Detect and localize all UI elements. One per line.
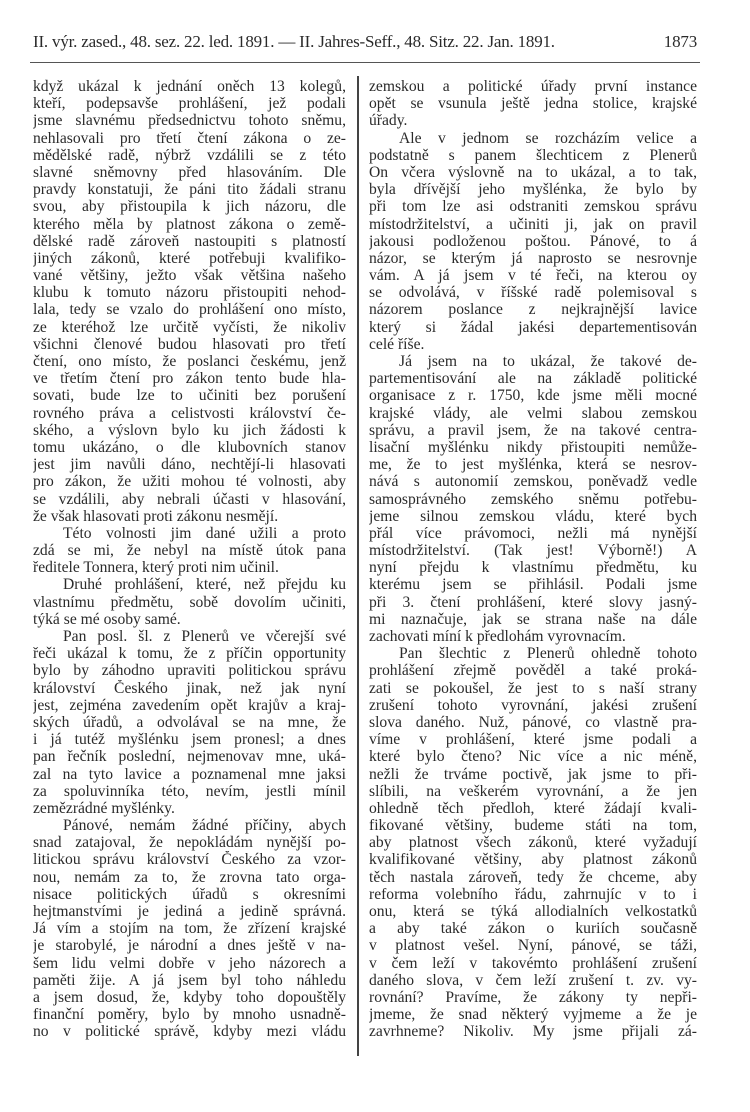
text-line: krajské vlády, ale velmi slabou zemskou — [369, 404, 697, 422]
text-line: nává s autonomií zemskou, poněvadž vedle — [369, 473, 697, 491]
text-line: jest, zejména zavedením opět krajův a kraj- — [33, 696, 346, 714]
running-header — [33, 32, 697, 52]
text-line: vám. A já jsem v té řeči, na kterou oy — [369, 267, 697, 285]
text-line: ského, a výslovn bylo ku jich žádosti k — [33, 421, 346, 439]
text-line: dělské radě zároveň nastoupiti s platností — [33, 232, 346, 250]
text-line: zemězrádné myšlénky. — [33, 799, 175, 817]
text-line: sovati, bude lze to učiniti bez porušení — [33, 387, 346, 405]
text-line: jmeme, že snad některý vyjmeme a že je — [369, 1006, 697, 1024]
text-line: víme v prohlášení, které jsme podali a — [369, 731, 697, 749]
text-line: zemskou a politické úřady první instance — [369, 78, 697, 95]
text-line: všichni členové budou hlasovati pro třetí — [33, 335, 346, 353]
text-line: On včera výslovně na to ukázal, a to tak, — [369, 163, 697, 181]
text-line: litickou správu království Českého za vzor- — [33, 851, 346, 869]
text-line: svou, aby přistoupila k jich názoru, dle — [33, 198, 346, 216]
text-line: a aby také zákon o kuriích současně — [369, 920, 697, 938]
text-column-left — [33, 78, 346, 1041]
text-line: pan řečník poslední, nejmenovav mne, uká- — [33, 748, 346, 766]
text-line: pro zákon, že užiti mohou té volnosti, aby — [33, 473, 346, 491]
text-line: řeči ukázal k tomu, že z příčin opportunity — [33, 645, 346, 663]
text-line: při tom lze asi odstraniti zemskou správu — [369, 198, 697, 216]
text-line: nisace politických úřadů s okresními — [33, 885, 346, 903]
text-line: že však hlasovati proti zákonu nesmějí. — [33, 507, 279, 525]
text-line: podstatně s panem šlechticem z Plenerů — [369, 146, 697, 164]
text-line: království Českého jinak, než jak nyní — [33, 679, 346, 697]
text-line: aby platnost všech zákonů, které vyžadují — [369, 834, 697, 852]
text-line: kterého měla by platnost zákona o země- — [33, 215, 346, 233]
text-line: čtení, ono místo, že poslanci českému, jenž — [33, 353, 346, 370]
text-line: hejtmanstvími je jediná a jedině správná. — [33, 903, 346, 920]
text-line: Já jsem na to ukázal, že takové de- — [399, 353, 697, 370]
text-line: vané většiny, ježto však většina našeho — [33, 267, 346, 285]
text-line: Pánové, nemám žádné příčiny, abych — [63, 817, 346, 835]
text-line: i já tutéž myšlénku jsem pronesl; a dnes — [33, 731, 346, 749]
text-line: když ukázal k jednání oněch 13 kolegů, — [33, 78, 346, 95]
text-line: slavné sněmovny před hlasováním. Dle — [33, 163, 346, 181]
text-line: jsme slavnému předsednictvu tohoto sněmu, — [33, 112, 346, 130]
text-line: místodržitelství, a učiniti ji, jak on pravil — [369, 215, 697, 233]
text-line: úřady. — [369, 112, 408, 130]
text-line: zavrhneme? Nikoliv. My jsme přijali zá- — [369, 1023, 697, 1041]
text-line: je starobylé, je národní a dnes ještě v na- — [33, 937, 346, 955]
text-line: kteří, podepsavše prohlášení, jež podali — [33, 95, 346, 113]
text-line: ve třetím čtení pro zákon tento bude hla- — [33, 370, 346, 388]
text-line: lisační myšlénku nikdy přistoupiti nemůže- — [369, 438, 697, 456]
text-line: jest jim navůli dáno, nechtějí-li hlasovati — [33, 456, 346, 474]
text-line: pravdy konstatuji, že páni tito žádali stranu — [33, 181, 346, 199]
text-line: Pan šlechtic z Plenerů ohledně tohoto — [399, 645, 697, 663]
text-line: zrušení tohoto vyrovnání, jakési zrušení — [369, 696, 697, 714]
text-line: se vzdálili, aby nebrali účasti v hlasování, — [33, 490, 346, 508]
text-line: ze kteréhož lze určitě vyčísti, že nikoliv — [33, 318, 346, 336]
text-line: těch nastala zároveň, tedy že chceme, aby — [369, 868, 697, 886]
text-line: Této volnosti jim dané užili a proto — [63, 524, 346, 542]
text-line: jeme silnou zemskou vládu, které bych — [369, 507, 697, 525]
text-line: byla dřívější jeho myšlénka, že bylo by — [369, 181, 697, 199]
text-line: klubu k tomuto názoru přistoupiti nehod- — [33, 284, 346, 302]
text-line: tomu ukázáno, o dle klubovních stanov — [33, 438, 346, 456]
text-line: lala, tedy se vzalo do prohlášení ono místo, — [33, 301, 346, 319]
text-line: slova daného. Nuž, pánové, co vlastně pra- — [369, 713, 697, 731]
text-line: organisace z r. 1750, kde jsme měli mocné — [369, 387, 697, 405]
text-line: partementisování ale na základě politické — [369, 370, 697, 388]
text-line: onu, která se týká allodialních velkostatků — [369, 903, 697, 920]
text-line: týká se mé osoby samé. — [33, 610, 181, 628]
text-line: rovného práva a celistvosti království če- — [33, 404, 346, 422]
text-line: zdá se mi, že nebyl na místě útok pana — [33, 542, 346, 560]
text-line: fikované většiny, budeme státi na tom, — [369, 817, 697, 835]
text-line: ohledně těch předloh, které žádají kvali- — [369, 799, 697, 817]
text-line: celé říše. — [369, 335, 425, 353]
text-line: daného slova, v čem leží zrušení t. zv. vy- — [369, 971, 697, 989]
text-line: zati se pokoušel, že jest to s naší strany — [369, 679, 697, 697]
text-line: za spoluvinníka této, nevím, jestli mínil — [33, 782, 346, 800]
text-line: jiných zákonů, které potřebuji kvalifiko- — [33, 249, 346, 267]
text-column-right — [369, 78, 697, 1041]
text-line: vlastnímu předmětu, sobě dovolím učiniti, — [33, 593, 346, 611]
text-line: názorem poslance z nejkrajnější lavice — [369, 301, 697, 319]
text-line: bylo by záhodno upraviti politickou správu — [33, 662, 346, 680]
text-line: přál více právomoci, nežli má nynější — [369, 524, 697, 542]
text-line: finanční poměry, bylo by mnoho usnadně- — [33, 1006, 346, 1024]
text-line: reforma volebního řádu, zahrnujíc v to i — [369, 885, 697, 903]
text-line: správu, a pravil jsem, že na takové centra- — [369, 421, 697, 439]
text-line: šem lidu velmi dobře v jeho názorech a — [33, 954, 346, 972]
text-line: mi naznačuje, jak se strana naše na dále — [369, 610, 697, 628]
text-line: snad zatajoval, že nepokládám nynější po- — [33, 834, 346, 852]
text-line: samosprávného zemského sněmu potřebu- — [369, 490, 697, 508]
text-line: nyní přejdu k vlastnímu předmětu, ku — [369, 559, 697, 577]
header-title: II. výr. zased., 48. sez. 22. led. 1891. — II. Jahres-Seff., 48. Sitz. 22. Jan. 1891. — [33, 32, 555, 51]
text-line: ských úřadů, a odvolával se na mne, že — [33, 713, 346, 731]
text-line: ředitele Tonnera, který proti nim učinil. — [33, 559, 279, 577]
text-line: v platnost vešel. Nyní, pánové, se táži, — [369, 937, 697, 955]
text-line: Pan posl. šl. z Plenerů ve včerejší své — [63, 628, 346, 645]
text-line: se odvolává, v říšské radě polemisoval s — [369, 284, 697, 302]
text-line: kvalifikované většiny, aby platnost zákonů — [369, 851, 697, 869]
text-line: Ale v jednom se rozcházím velice a — [399, 129, 697, 147]
text-line: zachovati míní k předlohám vyrovnacím. — [369, 628, 626, 645]
header-rule — [30, 62, 700, 63]
text-line: místodržitelství. (Tak jest! Výborně!) A — [369, 542, 697, 560]
text-line: nežli že trváme poctivě, jak jsme to při- — [369, 765, 697, 783]
text-line: opět se vsunula ještě jedna stolice, krajské — [369, 95, 697, 113]
text-line: jakousi podloženou poštou. Pánové, to á — [369, 232, 697, 250]
text-line: no v politické správě, kdyby mezi vládu — [33, 1023, 346, 1041]
text-line: nou, nemám za to, že zrovna tato orga- — [33, 868, 346, 886]
text-line: slíbili, na veškerém vyrovnání, a že jen — [369, 782, 697, 800]
text-line: me, že to jest myšlénka, která se nesrov- — [369, 456, 697, 474]
text-line: při 3. čtení prohlášení, které slovy jasný- — [369, 593, 697, 611]
column-divider — [357, 76, 359, 1056]
text-line: zal na tyto lavice a poznamenal mne jaksi — [33, 765, 346, 783]
text-line: rovnání? Pravíme, že zákony ty nepři- — [369, 988, 697, 1006]
text-line: nehlasovali pro třetí čtení zákona o ze- — [33, 129, 346, 147]
text-line: mědělské radě, nýbrž vzdálili se z této — [33, 146, 346, 164]
text-line: Já vím a stojím na tom, že zřízení krajské — [33, 920, 346, 938]
text-line: kterému jsem se přihlásil. Podali jsme — [369, 576, 697, 594]
text-line: názor, se kterým já naprosto se nesrovnje — [369, 249, 697, 267]
text-line: paměti žije. A já jsem byl toho náhledu — [33, 971, 346, 989]
text-line: který si žádal jakési departementisován — [369, 318, 697, 336]
text-line: a jsem dosud, že, kdyby toho dopouštěly — [33, 988, 346, 1006]
text-line: prohlášení zřejmě pověděl a také proká- — [369, 662, 697, 680]
text-line: Druhé prohlášení, které, než přejdu ku — [63, 576, 346, 594]
text-line: které bylo čteno? Nic více a nic méně, — [369, 748, 697, 766]
page-number: 1873 — [663, 32, 697, 51]
text-line: v čem leží v takovémto prohlášení zrušení — [369, 954, 697, 972]
